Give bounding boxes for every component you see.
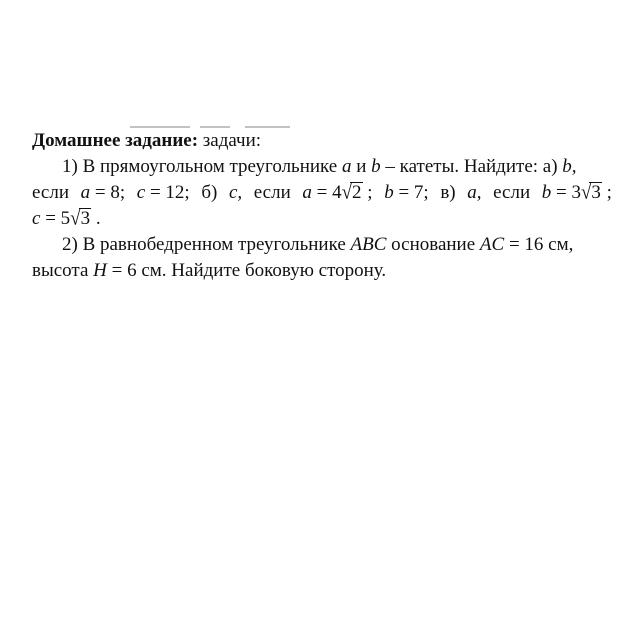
base-word: основание [391, 234, 476, 255]
radicand: 3 [591, 182, 601, 203]
cond-a-8 [81, 180, 126, 206]
task1-line3 [32, 206, 612, 232]
task1-number: 1) [62, 156, 78, 177]
cond-b-7 [384, 180, 429, 206]
value: = 5 [45, 208, 71, 229]
find-a: a, [467, 182, 482, 203]
var-c: c [32, 208, 41, 229]
cond-b-3sqrt3 [542, 180, 612, 206]
find-b: b, [562, 156, 577, 177]
height-var: H [93, 260, 107, 281]
height-value: = 6 см. Найдите боковую сторону. [111, 260, 387, 281]
var-b: b [371, 156, 381, 177]
find-c: c, [228, 182, 243, 203]
task1-line2 [32, 180, 612, 206]
var-a: a [342, 156, 352, 177]
var-a: a [80, 182, 91, 203]
cond-c-12 [137, 180, 190, 206]
var-c: c [136, 182, 146, 203]
value: = 7; [398, 182, 429, 203]
cond-a-4sqrt2 [302, 180, 372, 206]
and-word: и [356, 156, 367, 177]
value: = 12; [149, 182, 190, 203]
task1-intro: В прямоугольном треугольнике [82, 156, 338, 177]
sqrt-symbol: √2 [341, 180, 362, 204]
separator: ; [367, 182, 373, 203]
period: . [95, 208, 101, 229]
heading-rest-label: задачи: [198, 130, 262, 151]
separator: ; [606, 182, 612, 203]
heading-bold-label: Домашнее задание: [32, 130, 199, 151]
if-word: если [253, 182, 291, 203]
task2-number: 2) [62, 234, 78, 255]
if-word: если [493, 182, 531, 203]
sqrt-symbol: √3 [70, 206, 91, 230]
if-word: если [32, 182, 69, 203]
part-b-label: б) [201, 182, 218, 203]
task2-line2 [32, 258, 612, 284]
homework-heading [32, 128, 612, 154]
value: = 8; [94, 182, 126, 203]
radicand: 2 [352, 182, 362, 203]
height-word: высота [32, 260, 89, 281]
var-b: b [541, 182, 552, 203]
sqrt-symbol: √3 [580, 180, 601, 204]
value: = 3 [556, 182, 581, 203]
part-v-label: в) [440, 182, 456, 203]
triangle-name: ABC [350, 234, 387, 255]
legs-find-text: – катеты. Найдите: а) [385, 156, 558, 177]
homework-text [32, 128, 612, 284]
radicand: 3 [80, 208, 91, 229]
base-var: AC [479, 234, 505, 255]
var-a: a [302, 182, 312, 203]
var-b: b [384, 182, 394, 203]
task2-line1 [32, 232, 612, 258]
task1-line1 [32, 154, 612, 180]
value: = 4 [316, 182, 342, 203]
base-value: = 16 см, [508, 234, 574, 255]
task2-intro: В равнобедренном треугольнике [82, 234, 346, 255]
